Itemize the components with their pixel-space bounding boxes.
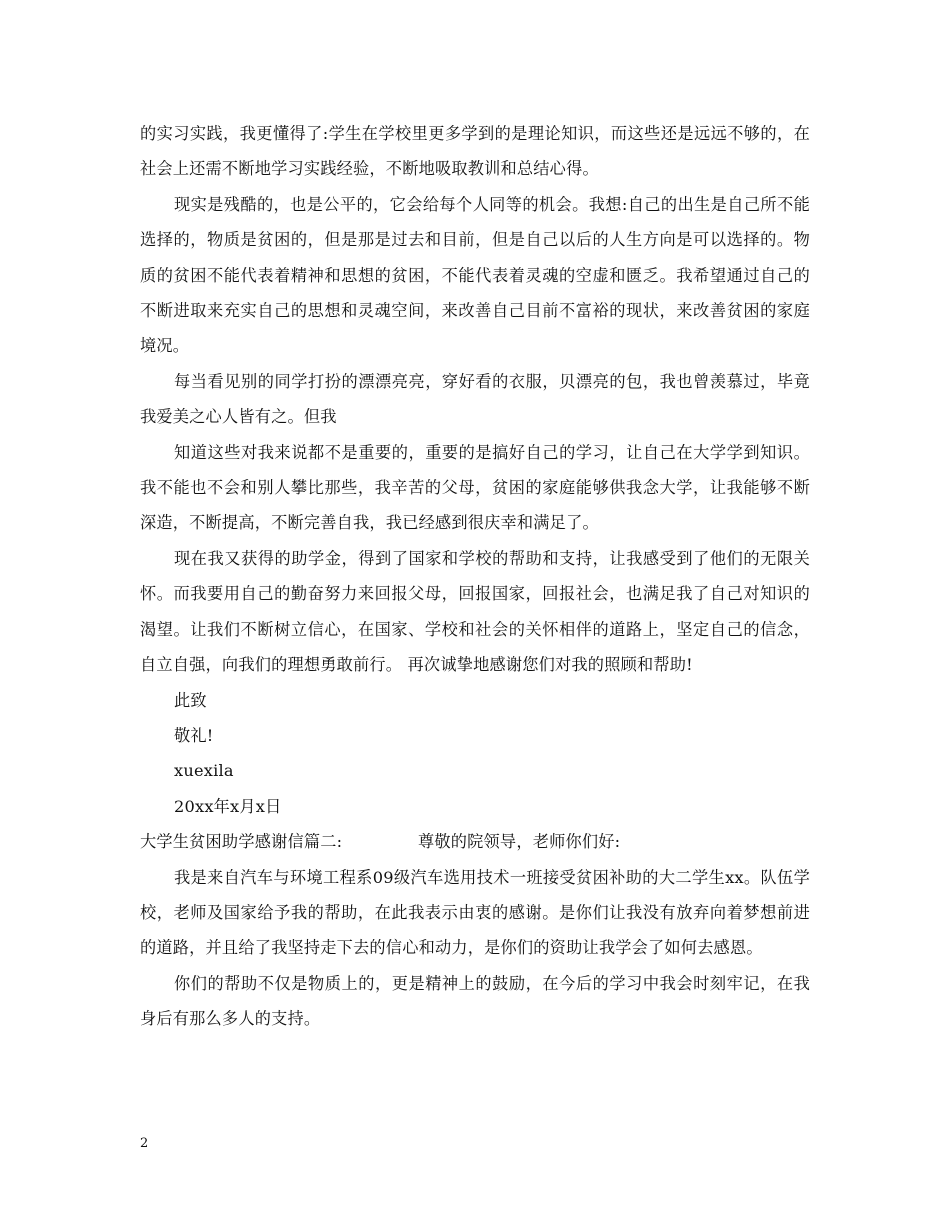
section-two-header-line: [140, 824, 810, 859]
paragraph: 我是来自汽车与环境工程系09级汽车选用技术一班接受贫困补助的大二学生xx。队伍学校，老师及国家给予我的帮助，在此我表示由衷的感谢。是你们让我没有放弃向着梦想前进的道路，并且给了我坚持走下去的信心和动力，是你们的资助让我学会了如何去感恩。: [140, 867, 810, 958]
letter-body: [140, 116, 810, 1037]
paragraph: 每当看见别的同学打扮的漂漂亮亮，穿好看的衣服，贝漂亮的包，我也曾羡慕过，毕竟我爱美之心人皆有之。但我: [140, 371, 810, 427]
letter-date: 20xx年x月x日: [174, 796, 282, 816]
paragraph: 的实习实践，我更懂得了:学生在学校里更多学到的是理论知识，而这些还是远远不够的，在社会上还需不断地学习实践经验，不断地吸取教训和总结心得。: [140, 124, 810, 179]
closing-salute: 敬礼!: [174, 725, 214, 745]
paragraph: 你们的帮助不仅是物质上的，更是精神上的鼓励，在今后的学习中我会时刻牢记，在我身后有那么多人的支持。: [140, 973, 810, 1029]
paragraph: 现实是残酷的，也是公平的，它会给每个人同等的机会。我想:自己的出生是自己所不能选择的，物质是贫困的，但是那是过去和目前，但是自己以后的人生方向是可以选择的。物质的贫困不能代表着精神和思想的贫困，不能代表着灵魂的空虚和匮乏。我希望通过自己的不断进取来充实自己的思想和灵魂空间，来改善自己目前不富裕的现状，来改善贫困的家庭境况。: [140, 194, 810, 356]
closing-line: 此致: [174, 690, 207, 710]
section-heading: 大学生贫困助学感谢信篇二:: [140, 832, 343, 852]
salutation: 尊敬的院领导，老师你们好:: [418, 832, 621, 852]
signature: xuexila: [174, 761, 234, 781]
page-number: 2: [140, 1136, 149, 1151]
paragraph: 现在我又获得的助学金，得到了国家和学校的帮助和支持，让我感受到了他们的无限关怀。而我要用自己的勤奋努力来回报父母，回报国家，回报社会，也满足我了自己对知识的渴望。让我们不断树立信心，在国家、学校和社会的关怀相伴的道路上，坚定自己的信念，自立自强，向我们的理想勇敢前行。 再次诚挚地感谢您们对我的照顾和帮助!: [140, 548, 810, 675]
paragraph: 知道这些对我来说都不是重要的，重要的是搞好自己的学习，让自己在大学学到知识。我不能也不会和别人攀比那些，我辛苦的父母，贫困的家庭能够供我念大学，让我能够不断深造，不断提高，不断完善自我，我已经感到很庆幸和满足了。: [140, 442, 810, 533]
